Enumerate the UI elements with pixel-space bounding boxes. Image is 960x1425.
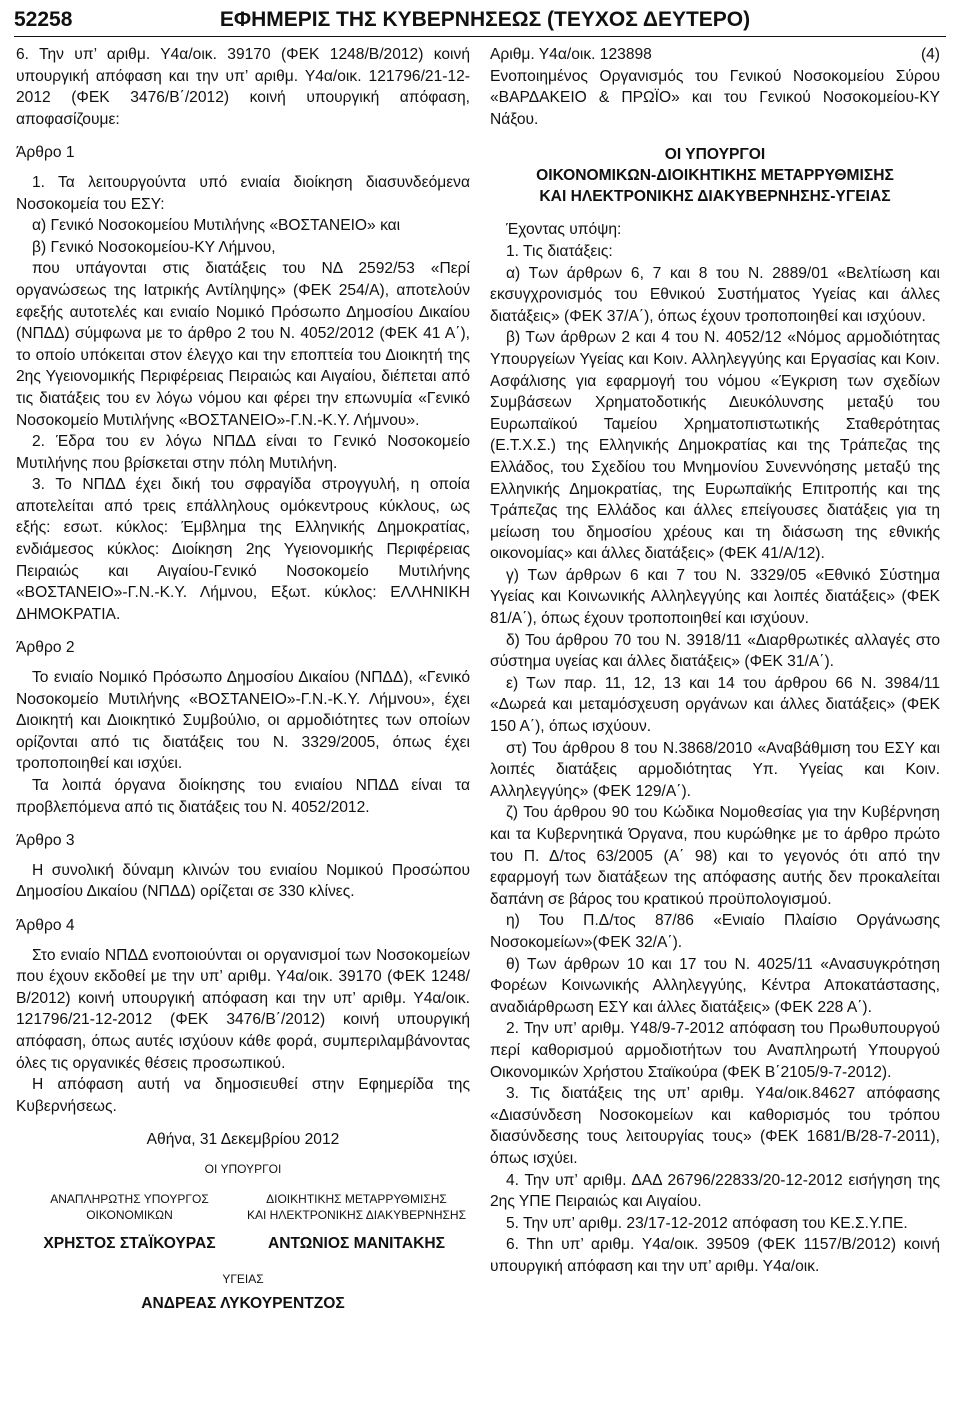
article-3-title: Άρθρο 3	[16, 832, 75, 850]
recital-4: 4. Την υπ’ αριθμ. ΔΑΔ 26796/22833/20-12-2012 εισήγηση της 2ης ΥΠΕ Πειραιώς και Αιγαίου.	[490, 1171, 940, 1211]
signature-names-row	[16, 1233, 470, 1255]
article-2-title: Άρθρο 2	[16, 639, 75, 657]
gazette-title: ΕΦΗΜΕΡΙΣ ΤΗΣ ΚΥΒΕΡΝΗΣΕΩΣ (ΤΕΥΧΟΣ ΔΕΥΤΕΡΟ)	[219, 8, 751, 31]
ministers-heading-line-2: ΟΙΚΟΝΟΜΙΚΩΝ-ΔΙΟΙΚΗΤΙΚΗΣ ΜΕΤΑΡΡΥΘΜΙΣΗΣ	[536, 167, 894, 185]
date-place: Αθήνα, 31 Δεκεμβρίου 2012	[146, 1131, 340, 1149]
article-1-p4: 3. Το ΝΠΔΔ έχει δική του σφραγίδα στρογγυλή, η οποία αποτελείται από τρεις επάλληλους ομόκεντρους κύκλους, ως εξής: εσωτ. κύκλος: Έμβλημα της Ελληνικής Δημοκρατίας, ενδιάμεσος κύκλος: Διοίκηση 2ης Υγειονομικής Περιφέρειας Πειραιώς και Αιγαίου-Γενικό Νοσοκομείο Μυτιλήνης «ΒΟΣΤΑΝΕΙΟ»-Γ.Ν.-Κ.Υ. Λήμνου, Εξωτ. κύκλος: ΕΛΛΗΝΙΚΗ ΔΗΜΟΚΡΑΤΙΑ.	[16, 476, 470, 623]
recital-1e: ε) Των παρ. 11, 12, 13 και 14 του άρθρου 66 Ν. 3984/11 «Δωρεά και μεταμόσχευση οργάνων και άλλες διατάξεις» (ΦΕΚ 150 Α΄), όπως ισχύουν.	[490, 674, 940, 736]
recital-1d: δ) Του άρθρου 70 του Ν. 3918/11 «Διαρθρωτικές αλλαγές στο σύστημα υγείας και άλλες διατάξεις» (ΦΕΚ 31/Α΄).	[490, 631, 940, 671]
recital-1: 1. Τις διατάξεις:	[506, 242, 613, 260]
article-2-p1: Το ενιαίο Νομικό Πρόσωπο Δημοσίου Δικαίου (ΝΠΔΔ), «Γενικό Νοσοκομείο Μυτιλήνης «ΒΟΣΤΑΝΕΙΟ»-Γ.Ν.-Κ.Υ. Λήμνου», έχει Διοικητή και Διοικητικό Συμβούλιο, οι αρμοδιότητες των οποίων ορίζονται από τις διατάξεις του Ν. 3329/2005, όπως έχει τροποποιηθεί και ισχύει.	[16, 669, 470, 773]
recital-1th: θ) Των άρθρων 10 και 17 του Ν. 4025/11 «Ανασυγκρότηση Φορέων Κοινωνικής Αλληλεγγύης, Κέντρα Αποκατάστασης, αναδιάρθρωση ΕΣΥ και άλλες διατάξεις» (ΦΕΚ 228 Α΄).	[490, 955, 940, 1016]
intro-paragraph: 6. Την υπ’ αριθμ. Υ4α/οικ. 39170 (ΦΕΚ 1248/Β/2012) κοινή υπουργική απόφαση και την υπ’ αριθμ. Υ4α/οικ. 121796/21-12-2012 (ΦΕΚ 3476/Β΄/2012) κοινή υπουργική απόφαση, αποφασίζουμε:	[16, 46, 470, 128]
recital-2: 2. Την υπ’ αριθμ. Υ48/9-7-2012 απόφαση του Πρωθυπουργού περί καθορισμού αρμοδιοτήτων του Αναπληρωτή Υπουργού Οικονομικών Χρήστου Σταϊκούρα (ΦΕΚ Β΄2105/9-7-2012).	[490, 1020, 940, 1081]
right-column	[490, 44, 940, 1277]
article-1-p1: 1. Τα λειτουργούντα υπό ενιαία διοίκηση διασυνδεόμενα Νοσοκομεία του ΕΣΥ:	[16, 173, 470, 213]
recital-1st: στ) Του άρθρου 8 του Ν.3868/2010 «Αναβάθμιση του ΕΣΥ και λοιπές διατάξεις αρμοδιότητας Υπ. Υγείας και Κοιν. Αλληλεγγύης» (ΦΕΚ 129/Α΄).	[490, 739, 940, 800]
ministers-label: ΟΙ ΥΠΟΥΡΓΟΙ	[204, 1161, 282, 1176]
recital-1a: α) Των άρθρων 6, 7 και 8 του Ν. 2889/01 «Βελτίωση και εκσυγχρονισμός του Εθνικού Συστήματος Υγείας και άλλες διατάξεις» (ΦΕΚ 37/Α΄), όπως έχουν τροποποιηθεί και ισχύουν.	[490, 264, 940, 325]
signature-2-role-line-1: ΔΙΟΙΚΗΤΙΚΗΣ ΜΕΤΑΡΡΥΘΜΙΣΗΣ	[266, 1191, 447, 1206]
recital-3: 3. Τις διατάξεις της υπ’ αριθμ. Υ4α/οικ.84627 απόφασης «Διασύνδεση Νοσοκομείων και καθορισμός του τρόπου διασύνδεσης τους λειτουργίας τους» (ΦΕΚ 1681/Β/28-7-2011), όπως ισχύει.	[490, 1085, 940, 1167]
signature-roles-row	[16, 1191, 470, 1223]
article-1-title: Άρθρο 1	[16, 144, 75, 162]
ministers-heading-line-3: ΚΑΙ ΗΛΕΚΤΡΟΝΙΚΗΣ ΔΙΑΚΥΒΕΡΝΗΣΗΣ-ΥΓΕΙΑΣ	[539, 188, 891, 206]
signature-3-name: ΑΝΔΡΕΑΣ ΛΥΚΟΥΡΕΝΤΖΟΣ	[141, 1294, 345, 1312]
recital-5: 5. Την υπ’ αριθμ. 23/17-12-2012 απόφαση του ΚΕ.Σ.Υ.ΠΕ.	[506, 1214, 908, 1232]
ministers-heading	[490, 144, 940, 207]
article-1-p2: που υπάγονται στις διατάξεις του ΝΔ 2592/53 «Περί οργανώσεως της Ιατρικής Αντίληψης» (ΦΕΚ 254/Α), αποτελούν εφεξής αυτοτελές και ενιαίο Νομικό Πρόσωπο Δημοσίου Δικαίου (ΝΠΔΔ) σύμφωνα με το άρθρο 2 του Ν. 4052/2012 (ΦΕΚ 41 Α΄), το οποίο υπόκειται στον έλεγχο και την εποπτεία του Διοικητή της 2ης Υγειονομικής Περιφέρειας Πειραιώς και Αιγαίου, διέπεται από τις διατάξεις του εν λόγω νόμου και φέρει την επωνυμία «Γενικό Νοσοκομείο Μυτιλήνης «ΒΟΣΤΑΝΕΙΟ»-Γ.Ν.-Κ.Υ. Λήμνου».	[16, 260, 470, 429]
article-1-p3: 2. Έδρα του εν λόγω ΝΠΔΔ είναι το Γενικό Νοσοκομείο Μυτιλήνης που βρίσκεται στην πόλη Μυτιλήνη.	[16, 433, 470, 472]
signature-1-role: ΑΝΑΠΛΗΡΩΤΗΣ ΥΠΟΥΡΓΟΣ ΟΙΚΟΝΟΜΙΚΩΝ	[50, 1191, 209, 1222]
signature-2-role	[243, 1191, 470, 1223]
left-column	[16, 44, 470, 1314]
publish-clause: Η απόφαση αυτή να δημοσιευθεί στην Εφημερίδα της Κυβερνήσεως.	[16, 1076, 470, 1115]
decision-subject: Ενοποιημένος Οργανισμός του Γενικού Νοσοκομείου Σύρου «ΒΑΡΔΑΚΕΙΟ & ΠΡΩΪΟ» και του Γενικού Νοσοκομείου-ΚΥ Νάξου.	[490, 67, 940, 128]
decision-index: (4)	[920, 46, 940, 63]
signature-2-role-line-2: ΚΑΙ ΗΛΕΚΤΡΟΝΙΚΗΣ ΔΙΑΚΥΒΕΡΝΗΣΗΣ	[247, 1207, 466, 1222]
recital-1b: β) Των άρθρων 2 και 4 του Ν. 4052/12 «Νόμος αρμοδιότητας Υπουργείων Υγείας και Κοιν. Αλληλεγγύης και Εργασίας και Κοιν. Ασφάλισης για εφαρμογή του νόμου «Έγκριση των σχεδίων Συμβάσεων Χρηματοδοτικής Διευκόλυνσης μεταξύ του Ευρωπαϊκού Ταμείου Χρηματοπιστωτικής Σταθερότητας (Ε.Τ.Χ.Σ.) της Ελληνικής Δημοκρατίας και της Τράπεζας της Ελλάδος, του Σχεδίου του Μνημονίου Συνεννόησης μεταξύ της Ελληνικής Δημοκρατίας, της Ευρωπαϊκής Επιτροπής και της Τράπεζας της Ελλάδος και άλλες επείγουσες διατάξεις για τη μείωση του δημοσίου χρέους και τη διάσωση της εθνικής οικονομίας» και άλλες διατάξεις» (ΦΕΚ 41/Α/12).	[490, 329, 940, 563]
article-3-p1: Η συνολική δύναμη κλινών του ενιαίου Νομικού Προσώπου Δημοσίου Δικαίου (ΝΠΔΔ) ορίζεται σε 330 κλίνες.	[16, 861, 470, 901]
recital-1h: η) Του Π.Δ/τος 87/86 «Ενιαίο Πλαίσιο Οργάνωσης Νοσοκομείων»(ΦΕΚ 32/Α΄).	[490, 912, 940, 951]
article-4-title: Άρθρο 4	[16, 916, 75, 934]
article-1-item-b: β) Γενικό Νοσοκομείου-ΚΥ Λήμνου,	[32, 238, 276, 256]
recital-1z: ζ) Του άρθρου 90 του Κώδικα Νομοθεσίας για την Κυβέρνηση και τα Κυβερνητικά Όργανα, που κυρώθηκε με το άρθρο πρώτο του Π. Δ/τος 63/2005 (Α΄ 98) και το γεγονός ότι από την εφαρμογή των διατάξεων της απόφασης αυτής δεν προκαλείται δαπάνη σε βάρος του κρατικού προϋπολογισμού.	[490, 804, 940, 908]
article-4-p1: Στο ενιαίο ΝΠΔΔ ενοποιούνται οι οργανισμοί των Νοσοκομείων που έχουν εκδοθεί με την υπ’ αριθμ. Υ4α/οικ. 39170 (ΦΕΚ 1248/Β/2012) κοινή υπουργική απόφαση και την υπ’ αριθμ. Υ4α/οικ. 121796/21-12-2012 (ΦΕΚ 3476/Β΄/2012) κοινή υπουργική απόφαση, όπως αυτές ισχύουν κάθε φορά, συμπεριλαμβάνοντας όλες τις οργανικές θέσεις προσωπικού.	[16, 946, 470, 1072]
page-number: 52258	[14, 8, 73, 31]
article-2-p2: Τα λοιπά όργανα διοίκησης του ενιαίου ΝΠΔΔ είναι τα προβλεπόμενα από τις διατάξεις του Ν. 4052/2012.	[16, 777, 470, 816]
recital-6: 6. Thn υπ’ αριθμ. Υ4α/οικ. 39509 (ΦΕΚ 1157/Β/2012) κοινή υπουργική απόφαση και την υπ’ αριθμ. Υ4α/οικ.	[490, 1236, 940, 1275]
signature-1-name: ΧΡΗΣΤΟΣ ΣΤΑΪΚΟΥΡΑΣ	[43, 1234, 216, 1252]
signature-3-role: ΥΓΕΙΑΣ	[222, 1271, 264, 1286]
having-regard: Έχοντας υπόψη:	[506, 221, 622, 239]
ministers-heading-line-1: ΟΙ ΥΠΟΥΡΓΟΙ	[664, 146, 766, 164]
recital-1c: γ) Των άρθρων 6 και 7 του Ν. 3329/05 «Εθνικό Σύστημα Υγείας και Κοινωνικής Αλληλεγγύης και λοιπές διατάξεις» (ΦΕΚ 81/Α΄), όπως έχουν τροποποιηθεί και ισχύουν.	[490, 566, 940, 628]
decision-number: Αριθμ. Υ4α/οικ. 123898	[490, 46, 652, 63]
decision-reference	[490, 44, 940, 66]
article-1-item-a: α) Γενικό Νοσοκομείου Μυτιλήνης «ΒΟΣΤΑΝΕΙΟ» και	[32, 217, 401, 235]
page-header	[14, 4, 946, 37]
signature-2-name: ΑΝΤΩΝΙΟΣ ΜΑΝΙΤΑΚΗΣ	[267, 1234, 446, 1252]
